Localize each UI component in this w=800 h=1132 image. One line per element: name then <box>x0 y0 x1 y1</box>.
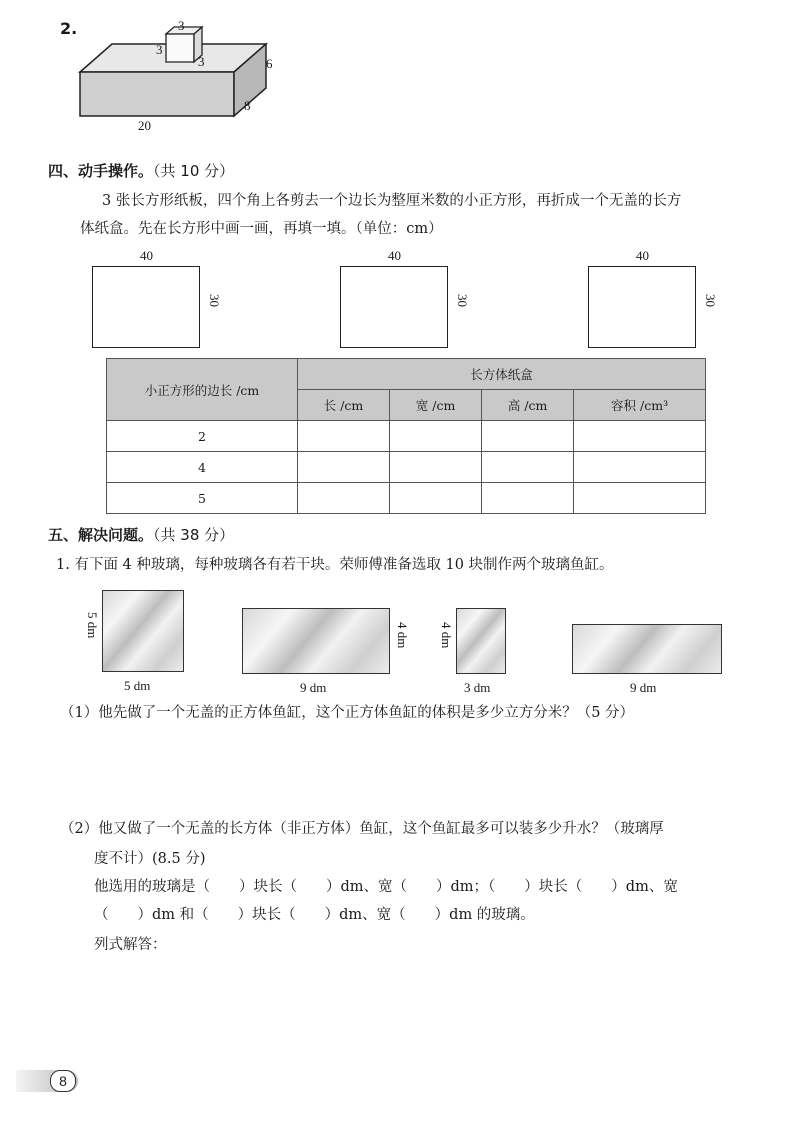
question-number: 2. <box>60 19 78 38</box>
section4-paragraph-2: 体纸盒。先在长方形中画一画，再填一填。（单位：cm） <box>80 221 443 237</box>
col-volume: 容积 /cm³ <box>574 390 706 421</box>
answer-cell[interactable] <box>482 421 574 452</box>
page-number: 8 <box>50 1070 76 1092</box>
rect2-height-label: 30 <box>455 294 470 307</box>
section4-title <box>48 160 234 182</box>
q1-intro: 1. 有下面 4 种玻璃，每种玻璃各有若干块。荣师傅准备选取 10 块制作两个玻璃鱼缸。 <box>56 557 614 573</box>
table-row <box>107 483 706 514</box>
answer-cell[interactable] <box>298 421 390 452</box>
rect1-width-label: 40 <box>140 248 153 263</box>
answer-cell[interactable] <box>574 483 706 514</box>
side-value: 5 <box>107 483 298 514</box>
box-width-label: 8 <box>244 98 251 113</box>
fill-in-line-1[interactable]: 他选用的玻璃是（ ）块长（ ）dm、宽（ ）dm；（ ）块长（ ）dm、宽 <box>94 879 678 895</box>
glass4-width-label: 9 dm <box>630 680 657 695</box>
section5-title <box>48 524 234 546</box>
glass2-height-label: 4 dm <box>395 622 410 649</box>
answer-cell[interactable] <box>390 483 482 514</box>
box-length-label: 20 <box>138 118 151 133</box>
answer-area-2[interactable] <box>94 962 734 1052</box>
answer-prompt: 列式解答： <box>94 937 167 953</box>
glass2-width-label: 9 dm <box>300 680 327 695</box>
glass1-height-label: 5 dm <box>85 612 100 639</box>
glass3-height-label: 4 dm <box>439 622 454 649</box>
cardboard-rect-2[interactable] <box>340 266 448 348</box>
cuboid-figure <box>70 20 290 140</box>
answer-area-1[interactable] <box>60 730 740 810</box>
col-height: 高 /cm <box>482 390 574 421</box>
table-row <box>107 452 706 483</box>
box-table <box>106 358 706 514</box>
answer-cell[interactable] <box>390 452 482 483</box>
answer-cell[interactable] <box>482 483 574 514</box>
fill-in-line-2[interactable]: （ ）dm 和（ ）块长（ ）dm、宽（ ）dm 的玻璃。 <box>94 907 535 923</box>
side-value: 4 <box>107 452 298 483</box>
cube-left-label: 3 <box>156 42 163 57</box>
section4-heading: 四、动手操作。 <box>48 162 154 180</box>
section5-heading: 五、解决问题。 <box>48 526 154 544</box>
table-group-header: 长方体纸盒 <box>298 359 706 390</box>
col-length: 长 /cm <box>298 390 390 421</box>
glass-pane-3 <box>456 608 506 674</box>
sub-question-2-line1: （2）他又做了一个无盖的长方体（非正方体）鱼缸，这个鱼缸最多可以装多少升水？（玻璃厚 <box>60 821 664 837</box>
cardboard-rect-1[interactable] <box>92 266 200 348</box>
table-row <box>107 421 706 452</box>
table-row-header: 小正方形的边长 /cm <box>107 359 298 421</box>
glass3-width-label: 3 dm <box>464 680 491 695</box>
glass1-width-label: 5 dm <box>124 678 151 693</box>
cardboard-rect-3[interactable] <box>588 266 696 348</box>
answer-cell[interactable] <box>482 452 574 483</box>
answer-cell[interactable] <box>298 483 390 514</box>
glass-pane-1 <box>102 590 184 672</box>
glass-pane-4 <box>572 624 722 674</box>
sub-question-1: （1）他先做了一个无盖的正方体鱼缸，这个正方体鱼缸的体积是多少立方分米？（5 分） <box>60 705 635 721</box>
section5-score: （共 38 分） <box>153 526 235 544</box>
section4-score: （共 10 分） <box>153 162 235 180</box>
rect2-width-label: 40 <box>388 248 401 263</box>
answer-cell[interactable] <box>574 421 706 452</box>
answer-cell[interactable] <box>390 421 482 452</box>
cube-front-label: 3 <box>198 54 205 69</box>
answer-cell[interactable] <box>298 452 390 483</box>
rect1-height-label: 30 <box>207 294 222 307</box>
section4-paragraph-1: 3 张长方形纸板，四个角上各剪去一个边长为整厘米数的小正方形，再折成一个无盖的长方 <box>102 193 682 209</box>
col-width: 宽 /cm <box>390 390 482 421</box>
box-height-label: 6 <box>266 56 273 71</box>
rect3-height-label: 30 <box>703 294 718 307</box>
cube-top-label: 3 <box>178 18 185 33</box>
side-value: 2 <box>107 421 298 452</box>
sub-question-2-line2: 度不计）(8.5 分) <box>94 851 206 867</box>
answer-cell[interactable] <box>574 452 706 483</box>
rect3-width-label: 40 <box>636 248 649 263</box>
glass-pane-2 <box>242 608 390 674</box>
